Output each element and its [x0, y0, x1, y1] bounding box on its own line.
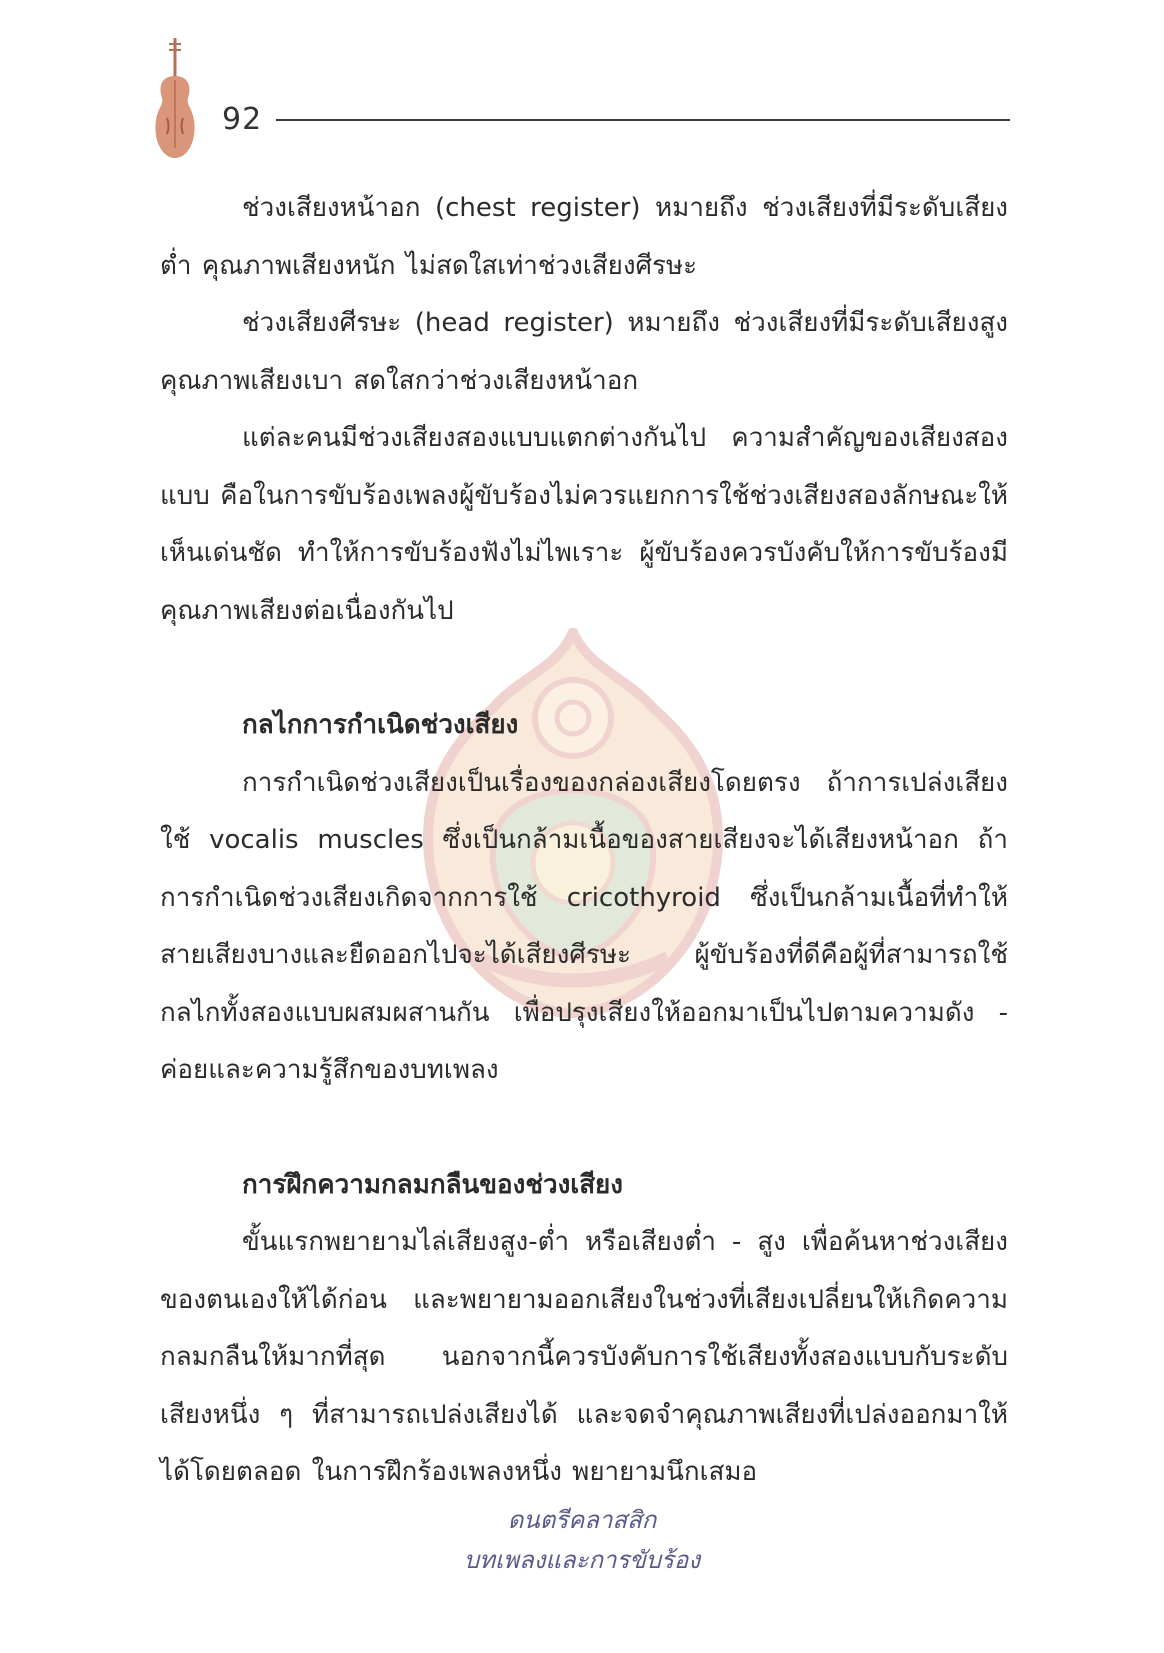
violin-icon	[150, 36, 200, 164]
footer-book-subtitle: บทเพลงและการขับร้อง	[463, 1546, 701, 1574]
page-header	[150, 36, 1010, 166]
paragraph-two-registers: แต่ละคนมีช่วงเสียงสองแบบแตกต่างกันไป ความสำคัญของเสียงสองแบบ คือในการขับร้องเพลงผู้ขับร้องไม่ควรแยกการใช้ช่วงเสียงสองลักษณะให้เห็นเด่นชัด ทำให้การขับร้องฟังไม่ไพเราะ ผู้ขับร้องควรบังคับให้การขับร้องมีคุณภาพเสียงต่อเนื่องกันไป	[160, 423, 1008, 626]
paragraph-blending: ขั้นแรกพยายามไล่เสียงสูง-ต่ำ หรือเสียงต่ำ - สูง เพื่อค้นหาช่วงเสียงของตนเองให้ได้ก่อน และพยายามออกเสียงในช่วงที่เสียงเปลี่ยนให้เกิดความกลมกลืนให้มากที่สุด นอกจากนี้ควรบังคับการใช้เสียงทั้งสองแบบกับระดับเสียงหนึ่ง ๆ ที่สามารถเปล่งเสียงได้ และจดจำคุณภาพเสียงที่เปล่งออกมาให้ได้โดยตลอด ในการฝึกร้องเพลงหนึ่ง พยายามนึกเสมอ	[160, 1227, 1008, 1487]
paragraph-head-register: ช่วงเสียงศีรษะ (head register) หมายถึง ช่วงเสียงที่มีระดับเสียงสูง คุณภาพเสียงเบา สดใสกว่าช่วงเสียงหน้าอก	[160, 308, 1008, 396]
paragraph-mechanism: การกำเนิดช่วงเสียงเป็นเรื่องของกล่องเสียงโดยตรง ถ้าการเปล่งเสียงใช้ vocalis muscles ซึ่งเป็นกล้ามเนื้อของสายเสียงจะได้เสียงหน้าอก ถ้าการกำเนิดช่วงเสียงเกิดจากการใช้ cricothyroid ซึ่งเป็นกล้ามเนื้อที่ทำให้สายเสียงบางและยืดออกไปจะได้เสียงศีรษะ ผู้ขับร้องที่ดีคือผู้ที่สามารถใช้กลไกทั้งสองแบบผสมผสานกัน เพื่อปรุงเสียงให้ออกมาเป็นไปตามความดัง - ค่อยและความรู้สึกของบทเพลง	[160, 767, 1008, 1085]
section-heading-mechanism: กลไกการกำเนิดช่วงเสียง	[242, 710, 519, 740]
section-heading-blending: การฝึกความกลมกลืนของช่วงเสียง	[242, 1169, 623, 1200]
page-content	[160, 180, 1008, 1502]
footer-book-title: ดนตรีคลาสสิก	[507, 1506, 657, 1534]
page-number: 92	[222, 102, 263, 137]
section-spacer	[160, 1100, 1008, 1157]
section-spacer	[160, 640, 1008, 697]
page-footer	[0, 1500, 1164, 1580]
header-divider	[276, 119, 1010, 121]
paragraph-chest-register: ช่วงเสียงหน้าอก (chest register) หมายถึง ช่วงเสียงที่มีระดับเสียงต่ำ คุณภาพเสียงหนัก ไม่สดใสเท่าช่วงเสียงศีรษะ	[160, 193, 1008, 281]
